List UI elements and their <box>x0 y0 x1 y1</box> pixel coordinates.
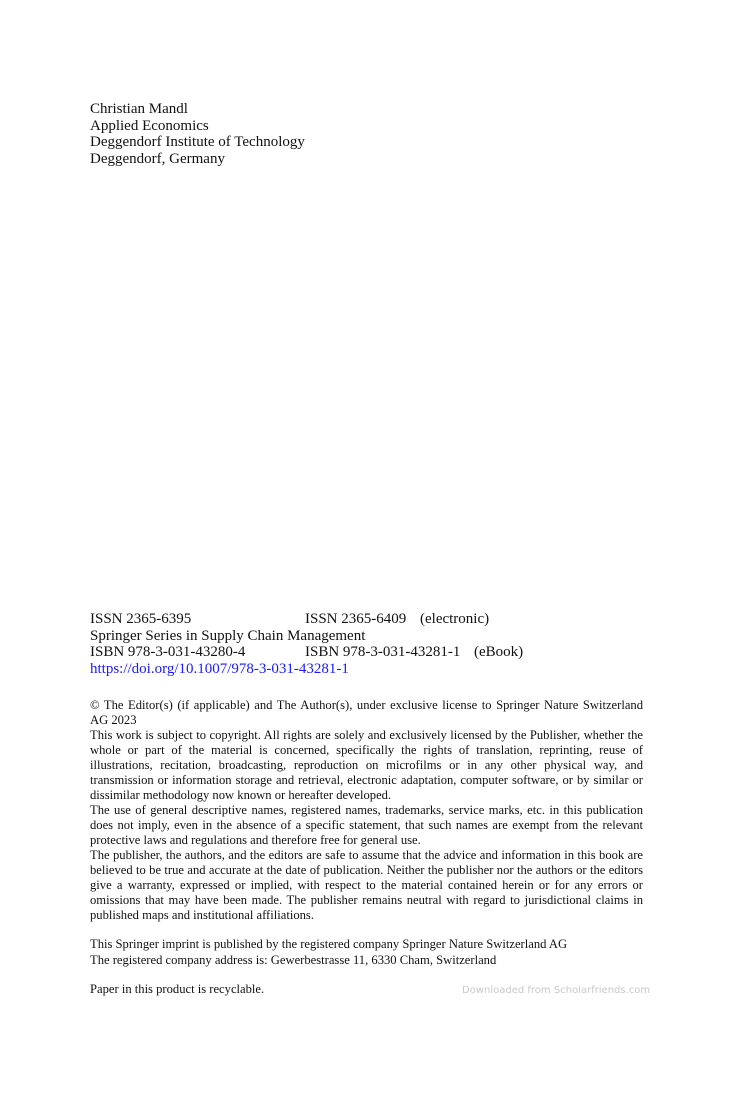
names-paragraph: The use of general descriptive names, registered names, trademarks, service marks, etc. in this publication does not imply, even in the absence of a specific statement, that such names are exempt from the relevant protective laws and regulations and therefore free for general use. <box>90 803 643 847</box>
isbn-ebook: ISBN 978-3-031-43281-1 <box>305 644 461 661</box>
author-location: Deggendorf, Germany <box>90 150 225 167</box>
issn-row <box>90 611 650 628</box>
imprint-address: The registered company address is: Gewerbestrasse 11, 6330 Cham, Switzerland <box>90 952 497 967</box>
imprint-info <box>90 937 650 968</box>
issn-electronic-note: (electronic) <box>420 611 490 627</box>
rights-paragraph: This work is subject to copyright. All rights are solely and exclusively licensed by the Publisher, whether the whole or part of the material is concerned, specifically the rights of translation, reprinting, reuse of illustrations, recitation, broadcasting, reproduction on microfilms or in any other physical way, and transmission or information storage and retrieval, electronic adaptation, computer software, or by similar or dissimilar methodology now known or hereafter developed. <box>90 728 643 802</box>
imprint-company: This Springer imprint is published by the registered company Springer Nature Switzerland AG <box>90 937 568 951</box>
isbn-ebook-note: (eBook) <box>474 644 524 661</box>
series-row <box>90 628 650 645</box>
publication-identifiers <box>90 611 650 677</box>
author-department: Applied Economics <box>90 117 209 134</box>
advice-paragraph: The publisher, the authors, and the editors are safe to assume that the advice and information in this book are believed to be true and accurate at the date of publication. Neither the publisher nor the authors or the editors give a warranty, expressed or implied, with respect to the material contained herein or for any errors or omissions that may have been made. The publisher remains neutral with regard to jurisdictional claims in published maps and institutional affiliations. <box>90 848 643 922</box>
author-name: Christian Mandl <box>90 101 188 117</box>
isbn-print: ISBN 978-3-031-43280-4 <box>90 644 246 661</box>
recyclable-note: Paper in this product is recyclable. <box>90 982 265 996</box>
isbn-row <box>90 644 650 661</box>
copyright-notice: © The Editor(s) (if applicable) and The Author(s), under exclusive license to Springer Nature Switzerland AG 2023 <box>90 698 643 727</box>
doi-row <box>90 661 650 678</box>
series-title: Springer Series in Supply Chain Management <box>90 627 366 644</box>
download-watermark: Downloaded from Scholarfriends.com <box>462 985 651 996</box>
issn-electronic: ISSN 2365-6409 <box>305 611 407 627</box>
doi-link[interactable]: https://doi.org/10.1007/978-3-031-43281-1 <box>90 660 349 677</box>
legal-notice <box>90 698 643 923</box>
issn-print: ISSN 2365-6395 <box>90 611 192 627</box>
author-affiliation <box>90 101 305 167</box>
author-institution: Deggendorf Institute of Technology <box>90 134 305 151</box>
